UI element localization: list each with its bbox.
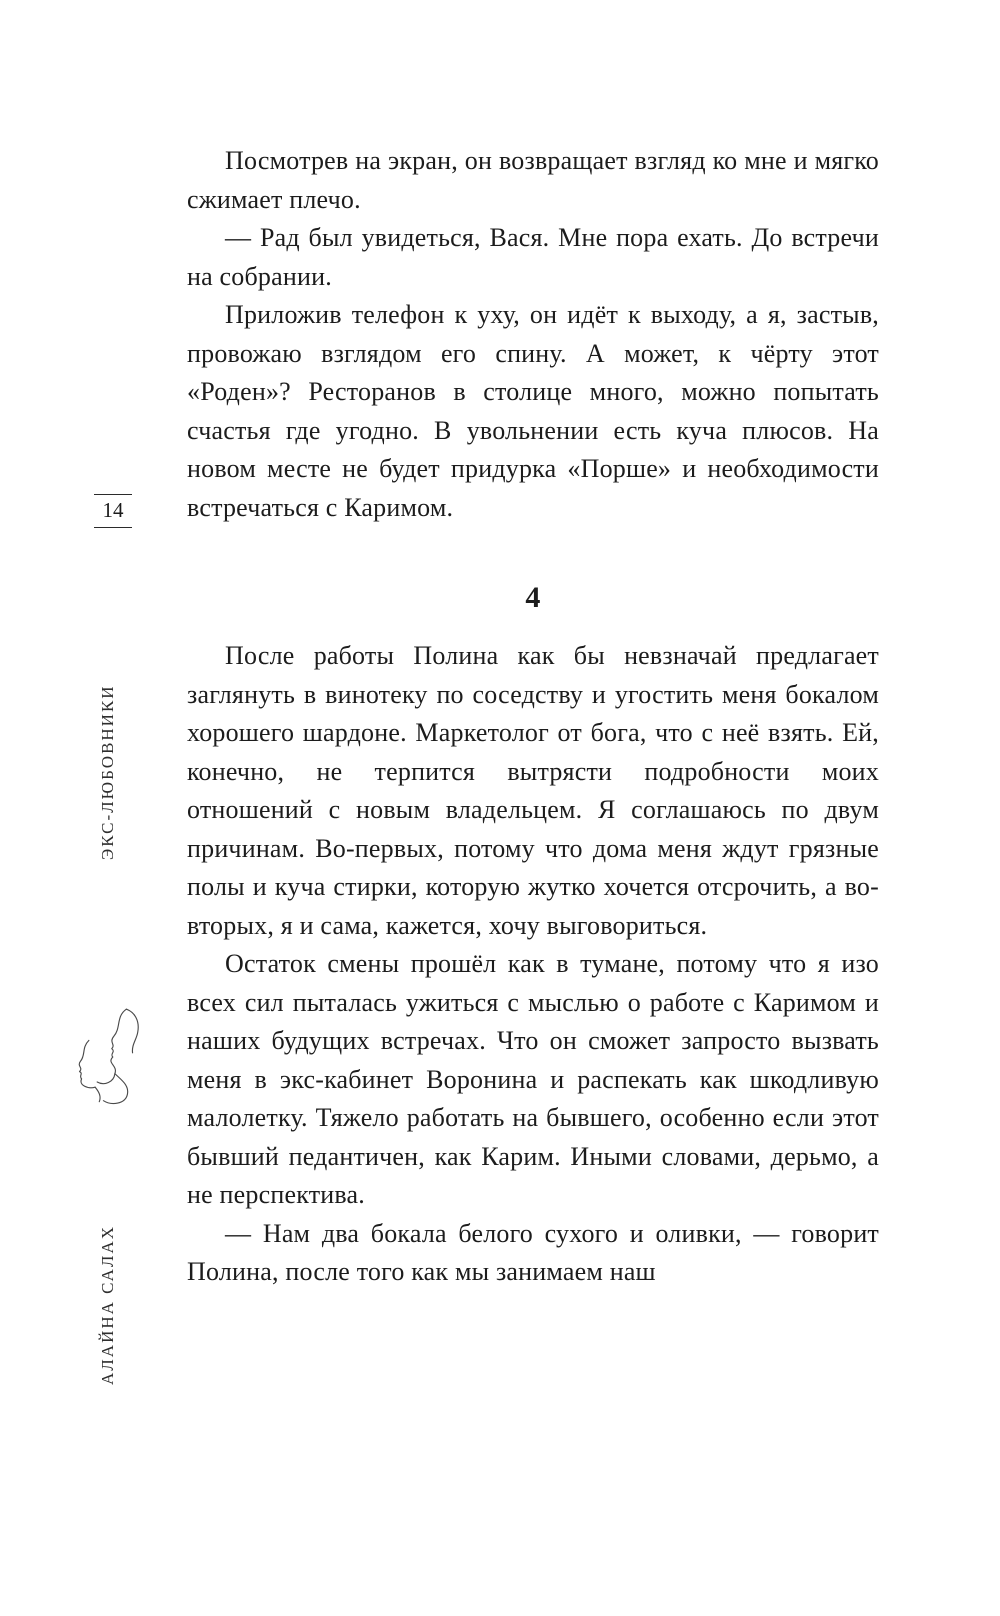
paragraph: После работы Полина как бы невзначай предлагает заглянуть в винотеку по соседству и угостить меня бокалом хорошего шардоне. Маркетолог от бога, что с неё взять. Ей, конечно, не терпится вытрясти подробности моих отношений с новым владельцем. Я соглашаюсь по двум причинам. Во-первых, потому что дома меня ждут грязные полы и куча стирки, которую жутко хочется отсрочить, а во-вторых, я и сама, кажется, хочу выговориться. xyxy=(187,641,879,940)
page-number: 14 xyxy=(102,498,124,522)
chapter-heading: 4 xyxy=(525,581,541,614)
paragraph: Остаток смены прошёл как в тумане, потому что я изо всех сил пыталась ужиться с мыслью о работе с Каримом и наших будущих встречах. Что он сможет запросто вызвать меня в экс-кабинет Воронина и распекать как шкодливую малолетку. Тяжело работать на бывшего, особенно если этот бывший педантичен, как Карим. Иными словами, дерьмо, а не перспектива. xyxy=(187,949,879,1209)
page-number-rule-bottom xyxy=(94,527,132,528)
author-name-vertical: АЛАЙНА САЛАХ xyxy=(98,1224,117,1386)
kiss-sketch xyxy=(66,1005,170,1109)
kiss-sketch-drawing xyxy=(66,1005,170,1109)
paragraph: — Нам два бокала белого сухого и оливки, — говорит Полина, после того как мы занимаем наш xyxy=(187,1218,879,1286)
paragraph: — Рад был увидеться, Вася. Мне пора ехать. До встречи на собрании. xyxy=(187,223,879,291)
book-title-vertical: ЭКС-ЛЮБОВНИКИ xyxy=(98,684,117,861)
paragraph: Приложив телефон к уху, он идёт к выходу, а я, застыв, провожаю взглядом его спину. А может, к чёрту этот «Роден»? Ресторанов в столице много, можно попытать счастья где угодно. В увольнении есть куча плюсов. На новом месте не будет придурка «Порше» и необходимости встречаться с Каримом. xyxy=(187,300,879,522)
page-number-block xyxy=(94,494,132,528)
body-text xyxy=(187,142,879,1292)
paragraph: Посмотрев на экран, он возвращает взгляд ко мне и мягко сжимает плечо. xyxy=(187,146,879,214)
